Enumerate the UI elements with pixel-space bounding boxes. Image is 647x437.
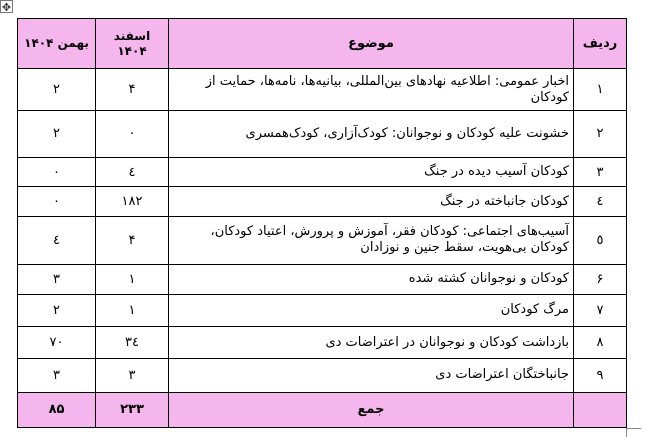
header-bahman: بهمن ۱۴۰۴ [18,19,96,69]
row-bahman: ۰ [18,187,96,217]
row-topic: بازداشت کودکان و نوجوانان در اعتراضات دی [169,327,574,359]
row-number: ۹ [574,359,627,393]
row-number: ۲ [574,110,627,157]
row-esfand: ۳ [96,359,169,393]
total-esfand: ۲۳۳ [96,392,169,427]
row-bahman: ۲ [18,69,96,111]
row-bahman: ۳ [18,359,96,393]
row-bahman: ۳ [18,265,96,295]
row-topic: کودکان آسیب دیده در جنگ [169,157,574,187]
row-topic: کودکان جانباخته در جنگ [169,187,574,217]
table-row [18,216,627,264]
row-topic: خشونت علیه کودکان و نوجوانان: کودک‌آزاری، کودک‌همسری [169,110,574,157]
row-bahman: ٤ [18,216,96,264]
row-esfand: ۱ [96,265,169,295]
total-bahman: ۸۵ [18,392,96,427]
total-row [18,392,627,427]
row-number: ۱ [574,69,627,111]
table-row [18,157,627,187]
row-number: ۷ [574,294,627,327]
row-esfand: ۴ [96,216,169,264]
row-topic: آسیب‌های اجتماعی: کودکان فقر، آموزش و پرورش، اعتیاد کودکان، کودکان بی‌هویت، سقط جنین و نوزادان [169,216,574,264]
table-row [18,327,627,359]
row-esfand: ٤ [96,157,169,187]
row-number: ٤ [574,187,627,217]
total-row-number-cell [574,392,627,427]
row-bahman: ۲ [18,110,96,157]
table-row [18,359,627,393]
row-number: ٥ [574,216,627,264]
row-bahman: ۰ [18,157,96,187]
row-bahman: ۷۰ [18,327,96,359]
table-row [18,69,627,111]
header-esfand: اسفند ۱۴۰۴ [96,19,169,69]
row-number: ۶ [574,265,627,295]
total-label: جمع [169,392,574,427]
row-esfand: ۱۸۲ [96,187,169,217]
row-topic: جانباختگان اعتراضات دی [169,359,574,393]
header-topic: موضوع [169,19,574,69]
table-row [18,265,627,295]
row-bahman: ۲ [18,294,96,327]
row-topic: اخبار عمومی: اطلاعیه نهادهای بین‌المللی، بیانیه‌ها، نامه‌ها، حمایت از کودکان [169,69,574,111]
table-row [18,187,627,217]
row-number: ۸ [574,327,627,359]
report-table [17,18,627,428]
table-header-row [18,19,627,69]
table-move-handle-icon[interactable]: ✥ [1,1,12,14]
row-number: ۳ [574,157,627,187]
row-topic: مرگ کودکان [169,294,574,327]
table-row [18,110,627,157]
row-esfand: ۳٤ [96,327,169,359]
table-row [18,294,627,327]
row-topic: کودکان و نوجوانان کشته شده [169,265,574,295]
header-row-number: ردیف [574,19,627,69]
row-esfand: ۰ [96,110,169,157]
row-esfand: ۴ [96,69,169,111]
table-resize-handle-icon[interactable] [626,428,641,437]
row-esfand: ۱ [96,294,169,327]
